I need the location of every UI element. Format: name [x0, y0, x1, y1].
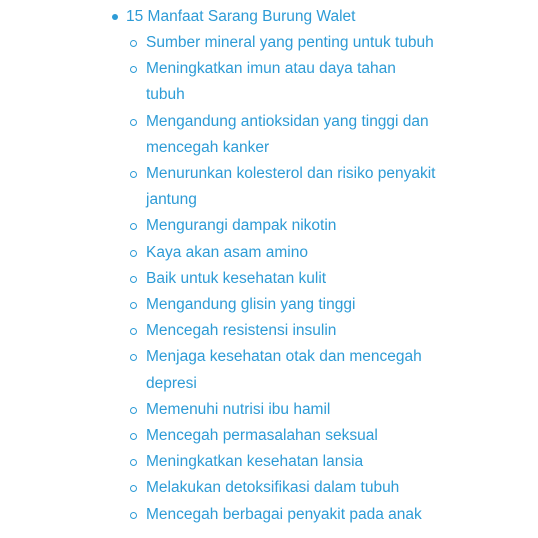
bullet-circle-icon: [130, 223, 137, 230]
toc-heading-link[interactable]: 15 Manfaat Sarang Burung Walet: [126, 8, 356, 25]
bullet-circle-icon: [130, 354, 137, 361]
bullet-circle-icon: [130, 66, 137, 73]
toc-item-label[interactable]: Mencegah berbagai penyakit pada anak: [146, 505, 422, 523]
bullet-circle-icon: [130, 459, 137, 466]
toc-item-label[interactable]: Mencegah resistensi insulin: [146, 322, 337, 340]
bullet-circle-icon: [130, 171, 137, 178]
toc-item-label[interactable]: Baik untuk kesehatan kulit: [146, 269, 327, 287]
toc-item[interactable]: [0, 213, 436, 239]
bullet-circle-icon: [130, 485, 137, 492]
toc-item[interactable]: [0, 397, 436, 423]
toc-item-label[interactable]: Meningkatkan kesehatan lansia: [146, 453, 364, 471]
toc-item-label[interactable]: Melakukan detoksifikasi dalam tubuh: [146, 479, 400, 497]
toc-item[interactable]: [0, 475, 436, 501]
toc-item[interactable]: [0, 318, 436, 344]
toc-item-label[interactable]: Menurunkan kolesterol dan risiko penyakit jantung: [146, 165, 436, 209]
bullet-circle-icon: [130, 119, 137, 126]
toc-heading-row: [126, 6, 355, 28]
bullet-circle-icon: [130, 40, 137, 47]
bullet-circle-icon: [130, 328, 137, 335]
toc-item-label[interactable]: Mencegah permasalahan seksual: [146, 427, 378, 445]
toc-sub-list: [0, 30, 538, 528]
toc-item[interactable]: [0, 109, 436, 161]
toc-item[interactable]: [0, 344, 436, 396]
toc-item-label[interactable]: Meningkatkan imun atau daya tahan tubuh: [146, 60, 396, 104]
toc-item[interactable]: [0, 161, 436, 213]
bullet-circle-icon: [130, 433, 137, 440]
toc-item[interactable]: [0, 266, 436, 292]
toc-item-label[interactable]: Memenuhi nutrisi ibu hamil: [146, 400, 331, 418]
bullet-circle-icon: [130, 512, 137, 519]
toc-item-label[interactable]: Mengurangi dampak nikotin: [146, 217, 337, 235]
bullet-disc-icon: [112, 14, 118, 20]
bullet-circle-icon: [130, 276, 137, 283]
bullet-circle-icon: [130, 302, 137, 309]
toc-item[interactable]: [0, 30, 436, 56]
toc-item-label[interactable]: Sumber mineral yang penting untuk tubuh: [146, 34, 434, 51]
toc-item[interactable]: [0, 56, 436, 108]
toc-item[interactable]: [0, 423, 436, 449]
toc-item[interactable]: [0, 240, 436, 266]
toc-item[interactable]: [0, 502, 436, 528]
bullet-circle-icon: [130, 250, 137, 257]
toc-item-label[interactable]: Kaya akan asam amino: [146, 243, 308, 261]
toc-item-label[interactable]: Menjaga kesehatan otak dan mencegah depresi: [146, 348, 422, 392]
toc-item-label[interactable]: Mengandung glisin yang tinggi: [146, 296, 356, 314]
toc-item[interactable]: [0, 292, 436, 318]
toc-item[interactable]: [0, 449, 436, 475]
toc-item-label[interactable]: Mengandung antioksidan yang tinggi dan mencegah kanker: [146, 112, 429, 156]
bullet-circle-icon: [130, 407, 137, 414]
